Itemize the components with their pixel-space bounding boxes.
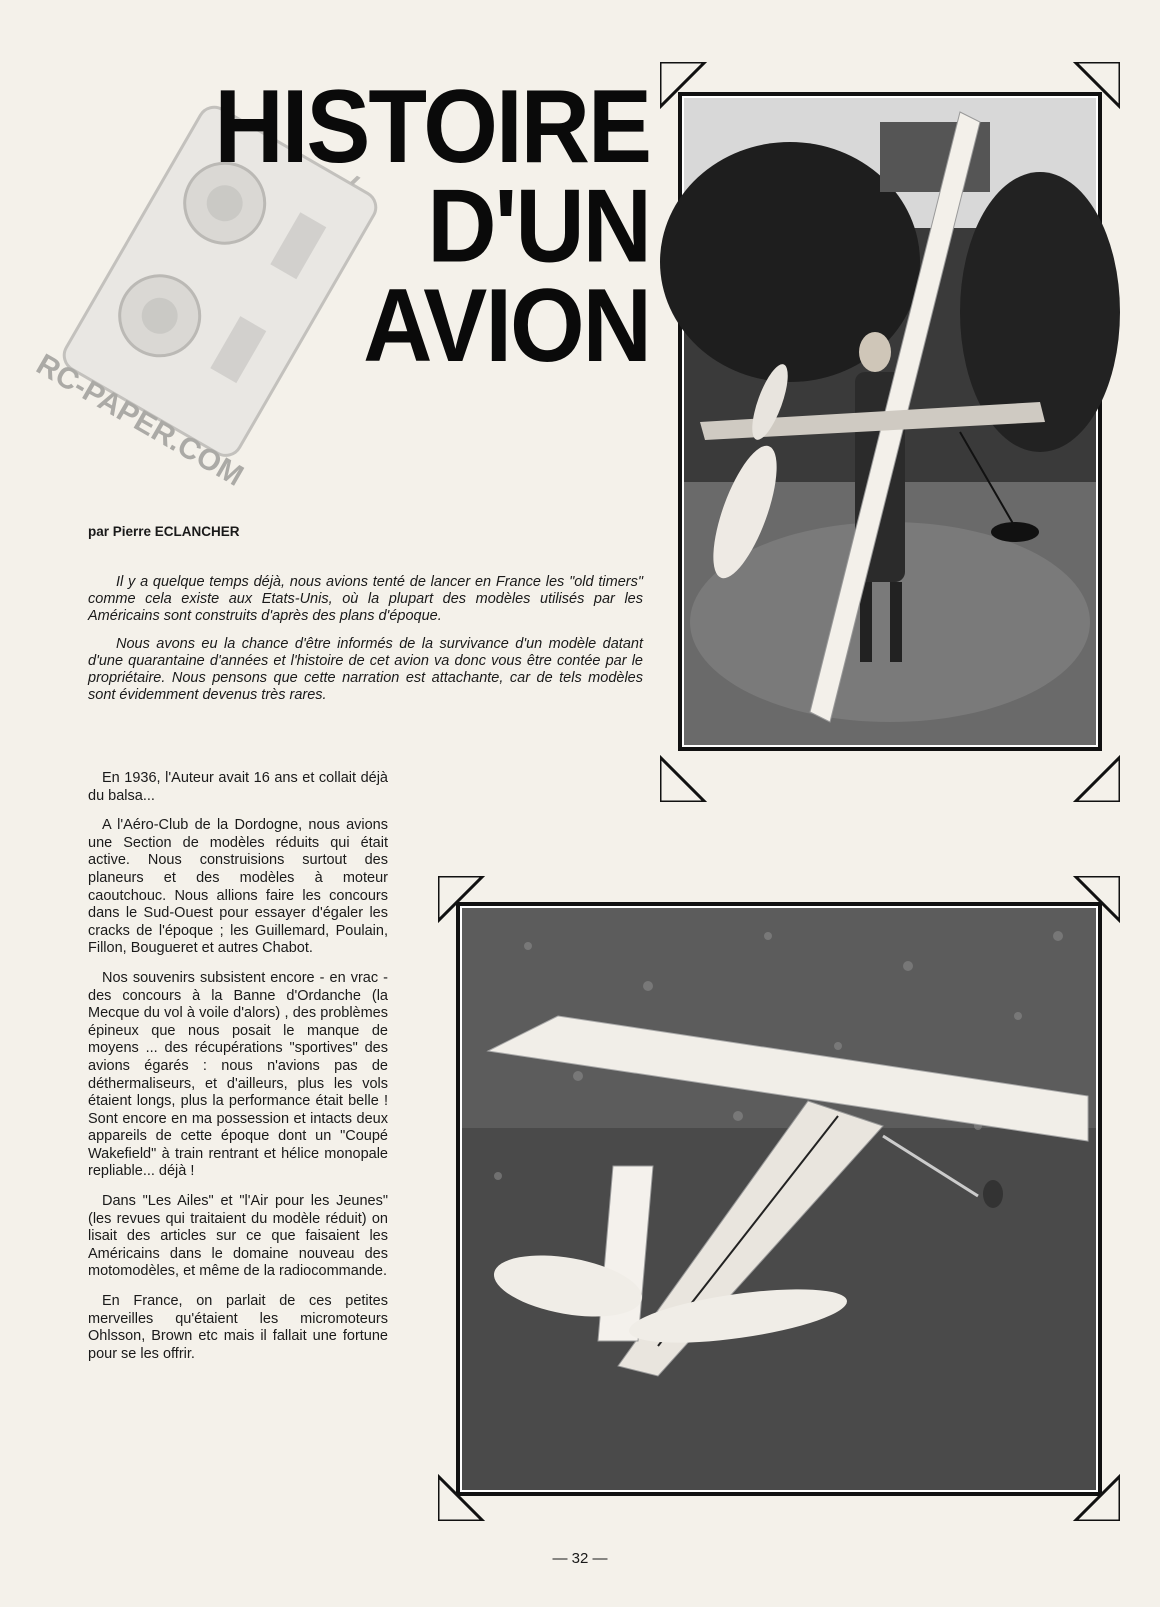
body-paragraph: A l'Aéro-Club de la Dordogne, nous avions une Section de modèles réduits qui était active. Nous construisions surtout des planeurs et des modèles à moteur caoutchouc. Nous allions faire les concours dans le Sud-Ouest pour essayer d'égaler les cracks de l'époque ; les Guillemard, Poulain, Fillon, Bougueret et autres Chabot.	[88, 817, 388, 957]
title-line-3: AVION	[363, 268, 650, 384]
body-text	[88, 770, 388, 1375]
intro-paragraph: Il y a quelque temps déjà, nous avions tenté de lancer en France les "old timers" comme cela existe aux Etats-Unis, où la plupart des modèles utilisés par les Américains sont construits d'après des plans d'époque.	[88, 574, 643, 624]
body-paragraph: Nos souvenirs subsistent encore - en vrac - des concours à la Banne d'Ordanche (la Mecque du vol à voile d'alors) , des problèmes épineux que nous posait le manque de moyens ... des récupérations "sportives" des avions égarés : nous n'avions pas de déthermaliseurs, et d'ailleurs, plus les vols étaient longs, plus la performance était belle ! Sont encore en ma possession et intacts deux appareils de cette époque dont un "Coupé Wakefield" à train rentrant et hélice monopale repliable... déjà !	[88, 969, 388, 1180]
title-line-2: D'UN	[427, 168, 650, 285]
intro-paragraph: Nous avons eu la chance d'être informés de la survivance d'un modèle datant d'une quarantaine d'années et l'histoire de cet avion va donc vous être contée par le propriétaire. Nous pensons que cette narration est attachante, car de tels modèles sont évidemment devenus très rares.	[88, 636, 643, 703]
intro-text	[88, 574, 643, 715]
photo-person-holding-plane	[660, 62, 1120, 802]
body-paragraph: Dans "Les Ailes" et "l'Air pour les Jeunes" (les revues qui traitaient du modèle réduit) on lisait des articles sur ce que faisaient les Américains dans le domaine nouveau des motomodèles, et même de la radiocommande.	[88, 1193, 388, 1280]
photo-plane-on-grass	[438, 876, 1120, 1521]
page-number: — 32 —	[552, 1550, 608, 1567]
body-paragraph: En France, on parlait de ces petites merveilles qu'étaient les micromoteurs Ohlsson, Brown etc mais il fallait une fortune pour se les offrir.	[88, 1293, 388, 1362]
article-title	[90, 69, 650, 384]
body-paragraph: En 1936, l'Auteur avait 16 ans et collait déjà du balsa...	[88, 770, 388, 804]
title-line-1: HISTOIRE	[214, 69, 650, 185]
watermark-text: RC-PAPER.COM	[30, 347, 249, 493]
byline: par Pierre ECLANCHER	[88, 524, 240, 539]
